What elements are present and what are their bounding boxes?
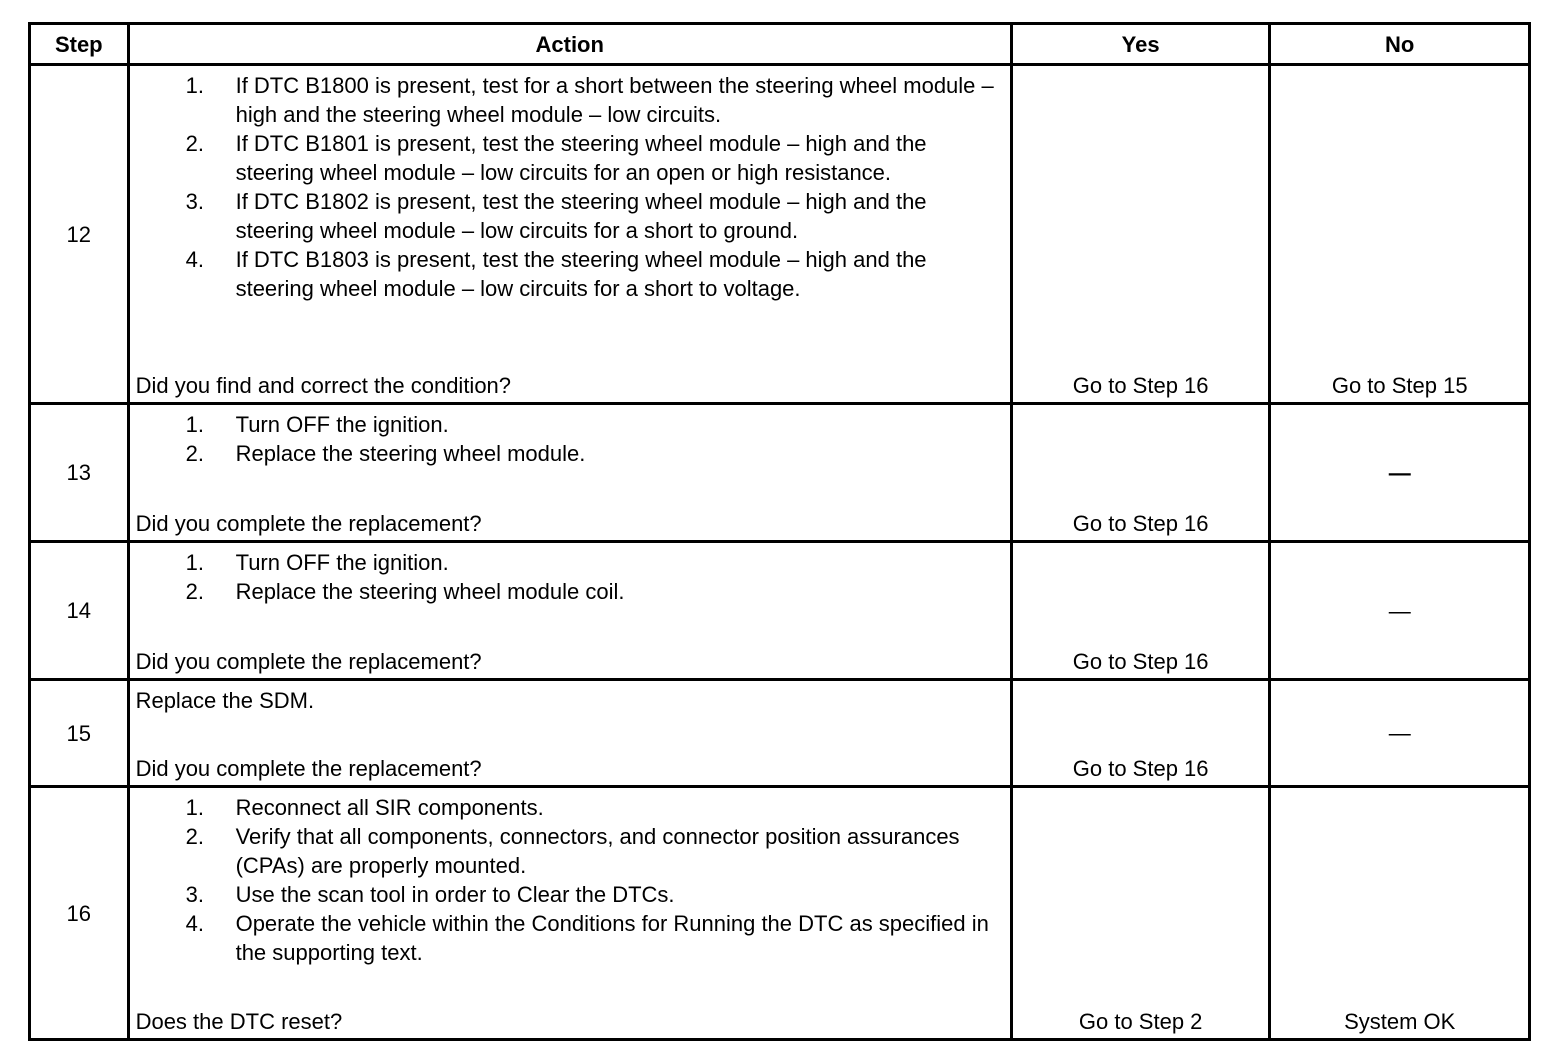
no-cell xyxy=(1270,680,1530,787)
yes-result: Go to Step 2 xyxy=(1078,1009,1203,1034)
question-text: Does the DTC reset? xyxy=(135,1009,343,1034)
list-item xyxy=(130,793,1010,822)
item-number: 4. xyxy=(185,247,204,272)
list-item xyxy=(130,909,1010,967)
item-text: Use the scan tool in order to Clear the DTCs. xyxy=(235,882,675,907)
no-result-dash: — xyxy=(1388,460,1411,485)
action-cell xyxy=(128,680,1011,787)
list-item xyxy=(130,71,1010,129)
action-cell xyxy=(128,404,1011,542)
yes-result: Go to Step 16 xyxy=(1072,373,1209,398)
question-text: Did you complete the replacement? xyxy=(135,649,482,674)
list-item xyxy=(130,187,1010,245)
item-number: 3. xyxy=(185,189,204,214)
header-no: No xyxy=(1270,24,1530,65)
table-row xyxy=(30,65,1530,404)
action-cell xyxy=(128,542,1011,680)
item-number: 4. xyxy=(185,911,204,936)
step-number: 16 xyxy=(30,787,129,1040)
list-item xyxy=(130,548,1010,577)
step-number: 15 xyxy=(30,680,129,787)
yes-cell xyxy=(1011,542,1270,680)
action-cell xyxy=(128,787,1011,1040)
header-yes: Yes xyxy=(1011,24,1270,65)
list-item xyxy=(130,439,1010,468)
item-number: 2. xyxy=(185,824,204,849)
item-text: If DTC B1802 is present, test the steering wheel module – high and the steering wheel module – low circuits for a short to ground. xyxy=(235,189,927,243)
item-number: 2. xyxy=(185,579,204,604)
question-text: Did you find and correct the condition? xyxy=(135,373,512,398)
no-result: System OK xyxy=(1344,1009,1456,1034)
item-text: If DTC B1801 is present, test the steering wheel module – high and the steering wheel module – low circuits for an open or high resistance. xyxy=(235,131,927,185)
question-text: Did you complete the replacement? xyxy=(135,756,482,781)
item-text: Turn OFF the ignition. xyxy=(235,412,449,437)
header-action: Action xyxy=(128,24,1011,65)
action-list xyxy=(130,788,1010,967)
table-row xyxy=(30,680,1530,787)
item-text: Turn OFF the ignition. xyxy=(235,550,449,575)
item-number: 3. xyxy=(185,882,204,907)
procedure-table xyxy=(28,22,1531,1041)
item-number: 1. xyxy=(185,550,204,575)
list-item xyxy=(130,880,1010,909)
question-text: Did you complete the replacement? xyxy=(135,511,482,536)
item-number: 2. xyxy=(185,131,204,156)
yes-cell xyxy=(1011,65,1270,404)
no-result: Go to Step 15 xyxy=(1331,373,1468,398)
yes-result: Go to Step 16 xyxy=(1072,511,1209,536)
table-row xyxy=(30,404,1530,542)
item-text: If DTC B1803 is present, test the steering wheel module – high and the steering wheel module – low circuits for a short to voltage. xyxy=(235,247,927,301)
action-cell xyxy=(128,65,1011,404)
list-item xyxy=(130,245,1010,303)
no-result-dash: — xyxy=(1388,598,1411,623)
no-cell xyxy=(1270,542,1530,680)
step-number: 12 xyxy=(30,65,129,404)
yes-result: Go to Step 16 xyxy=(1072,756,1209,781)
no-cell xyxy=(1270,787,1530,1040)
yes-cell xyxy=(1011,680,1270,787)
table-row xyxy=(30,787,1530,1040)
table-row xyxy=(30,542,1530,680)
yes-cell xyxy=(1011,404,1270,542)
item-text: Verify that all components, connectors, and connector position assurances (CPAs) are properly mounted. xyxy=(235,824,960,878)
list-item xyxy=(130,410,1010,439)
item-number: 2. xyxy=(185,441,204,466)
item-text: Replace the steering wheel module. xyxy=(235,441,586,466)
list-item xyxy=(130,822,1010,880)
action-text: Replace the SDM. xyxy=(135,688,315,713)
yes-result: Go to Step 16 xyxy=(1072,649,1209,674)
yes-cell xyxy=(1011,787,1270,1040)
no-cell xyxy=(1270,404,1530,542)
action-list xyxy=(130,543,1010,606)
item-number: 1. xyxy=(185,795,204,820)
item-text: If DTC B1800 is present, test for a short between the steering wheel module – high and the steering wheel module – low circuits. xyxy=(235,73,994,127)
item-number: 1. xyxy=(185,73,204,98)
list-item xyxy=(130,577,1010,606)
item-text: Replace the steering wheel module coil. xyxy=(235,579,625,604)
action-list xyxy=(130,66,1010,303)
no-cell xyxy=(1270,65,1530,404)
header-step: Step xyxy=(30,24,129,65)
item-text: Reconnect all SIR components. xyxy=(235,795,544,820)
step-number: 13 xyxy=(30,404,129,542)
list-item xyxy=(130,129,1010,187)
item-number: 1. xyxy=(185,412,204,437)
header-row xyxy=(30,24,1530,65)
step-number: 14 xyxy=(30,542,129,680)
item-text: Operate the vehicle within the Conditions for Running the DTC as specified in the supporting text. xyxy=(235,911,989,965)
no-result-dash: — xyxy=(1388,720,1411,746)
action-list xyxy=(130,405,1010,468)
